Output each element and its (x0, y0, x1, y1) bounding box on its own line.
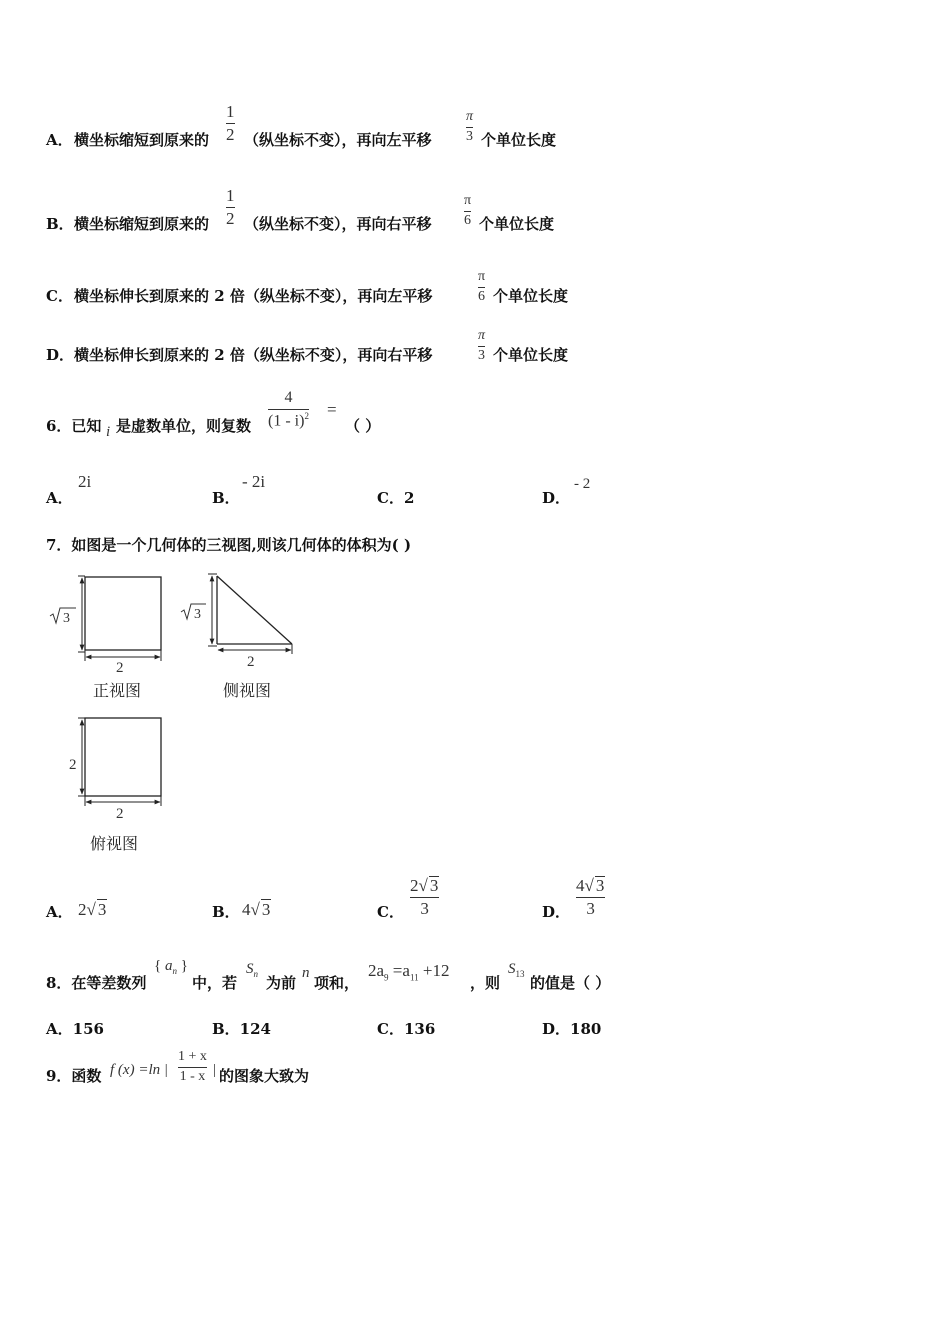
option-text: 横坐标伸长到原来的 2 倍（纵坐标不变），再向右平移 (74, 346, 433, 364)
sum-symbol (246, 961, 258, 979)
q8-stem: 为前 (266, 974, 297, 992)
q6-option-label: C．2 (377, 489, 415, 507)
q7-option-value: 4√ 3 (242, 900, 271, 919)
seq-var: a (164, 958, 173, 974)
option-label: A． (46, 131, 73, 149)
var-i: i (106, 424, 111, 440)
fraction (466, 110, 473, 144)
denominator: 6 (464, 212, 472, 228)
option-text: 个单位长度 (479, 215, 555, 233)
fraction (226, 103, 235, 144)
eq-lhs: 2a (368, 961, 385, 980)
q8-stem: 8．在等差数列 (46, 974, 147, 992)
q7-stem: 7．如图是一个几何体的三视图,则该几何体的体积为( ) (46, 536, 412, 554)
front-side-label: 3 (63, 611, 70, 626)
option-text: （纵坐标不变），再向右平移 (244, 215, 432, 233)
q7-option-label: C． (377, 903, 404, 921)
exponent: 2 (304, 410, 309, 421)
side-view-caption: 侧视图 (223, 681, 272, 700)
eq-rhs: +12 (422, 961, 450, 980)
eq-mid: =a (392, 961, 410, 980)
numerator: π (464, 193, 472, 208)
option-text: 横坐标缩短到原来的 (74, 215, 210, 233)
numerator: 1 (226, 186, 235, 205)
q7-option-label: A． (46, 903, 73, 921)
q7-option-label: B． (212, 903, 240, 921)
q8-stem: 项和， (314, 974, 360, 992)
denominator: 3 (478, 347, 485, 363)
denominator: 6 (478, 288, 486, 304)
radicand: 3 (97, 900, 107, 919)
abs-bar: | (213, 1062, 217, 1078)
denominator (268, 412, 309, 430)
q6-stem: 是虚数单位，则复数 (116, 417, 252, 435)
option-text: 横坐标伸长到原来的 2 倍（纵坐标不变），再向左平移 (74, 287, 433, 305)
complex-fraction (268, 390, 309, 430)
front-bottom-label: 2 (116, 660, 124, 676)
coef: 2 (78, 900, 87, 919)
q6-option-label: B． (212, 489, 240, 507)
side-side-label: 3 (194, 607, 201, 622)
eq-lhs-sub: 9 (384, 972, 389, 983)
q8-option: C．136 (377, 1020, 436, 1038)
fraction (464, 194, 471, 228)
den-text: (1 - i) (268, 412, 305, 430)
numerator: 4 (284, 389, 293, 406)
front-view (50, 576, 161, 700)
S: S (246, 961, 254, 977)
sequence-braces: { $a_n$ } (154, 958, 188, 976)
S-sub: n (253, 969, 258, 979)
q7-option-value: 2√ 3 (78, 900, 107, 919)
answer-paren: （ ） (345, 417, 381, 435)
top-view (69, 718, 161, 853)
q6-stem: 6．已知 (46, 417, 102, 435)
q9-stem: 9．函数 (46, 1067, 102, 1085)
denominator: 1 - x (179, 1068, 206, 1084)
denominator: 3 (586, 898, 595, 918)
radicand: 3 (595, 876, 605, 895)
coef: 2 (410, 876, 419, 895)
q7-option-label: D． (542, 903, 571, 921)
numerator: 1 (226, 102, 235, 121)
denominator: 3 (420, 898, 429, 918)
option-text: 个单位长度 (493, 287, 569, 305)
option-text: （纵坐标不变），再向左平移 (244, 131, 432, 149)
eq-mid-sub: 11 (409, 972, 419, 983)
option-text: 横坐标缩短到原来的 (74, 131, 210, 149)
q8-option: A．156 (46, 1020, 104, 1038)
equals-sign: = (327, 400, 337, 419)
radicand: 3 (429, 876, 439, 895)
function-fraction (178, 1050, 207, 1084)
q8-stem: 中，若 (192, 974, 238, 992)
function-expr: f (x) =ln | (110, 1062, 168, 1078)
side-bottom-label: 2 (247, 654, 255, 670)
S-sub: 13 (515, 969, 525, 979)
seq-sub: n (172, 966, 177, 976)
fraction (478, 270, 485, 304)
equation (368, 961, 449, 982)
denominator: 2 (226, 124, 235, 144)
top-bottom-label: 2 (116, 806, 124, 822)
option-label: B． (46, 215, 74, 233)
S: S (508, 961, 516, 977)
front-view-caption: 正视图 (93, 681, 142, 700)
denominator: 3 (466, 128, 473, 144)
radicand: 3 (261, 900, 271, 919)
numerator: π (478, 328, 486, 343)
numerator: 4√ 3 (576, 876, 605, 895)
top-side-label: 2 (69, 757, 77, 773)
top-view-caption: 俯视图 (90, 834, 139, 853)
q7-option-value (410, 876, 439, 918)
n-var: n (302, 965, 310, 981)
q8-option: D．180 (542, 1020, 602, 1038)
denominator: 2 (226, 208, 235, 228)
q6-option-label: D． (542, 489, 571, 507)
q6-option-value: - 2 (574, 476, 591, 492)
q8-stem: 的值是（ ） (530, 974, 611, 992)
coef: 4 (242, 900, 251, 919)
option-text: 个单位长度 (493, 346, 569, 364)
numerator: π (466, 109, 474, 124)
numerator: 2√ 3 (410, 876, 439, 895)
sum-13-symbol (508, 961, 525, 979)
option-text: 个单位长度 (481, 131, 557, 149)
side-view (181, 574, 292, 700)
q8-stem: ，则 (470, 974, 501, 992)
q7-option-value (576, 876, 605, 918)
q6-option-value: - 2i (242, 472, 266, 491)
coef: 4 (576, 876, 585, 895)
three-view-figure (40, 566, 360, 866)
q6-option-label: A． (46, 489, 73, 507)
numerator: π (478, 269, 486, 284)
fraction (226, 187, 235, 228)
q8-option: B．124 (212, 1020, 271, 1038)
option-label: C． (46, 287, 73, 305)
numerator: 1 + x (178, 1049, 207, 1064)
q6-option-value: 2i (78, 472, 92, 491)
option-label: D． (46, 346, 75, 364)
q9-stem: 的图象大致为 (219, 1067, 310, 1085)
fraction (478, 329, 485, 363)
